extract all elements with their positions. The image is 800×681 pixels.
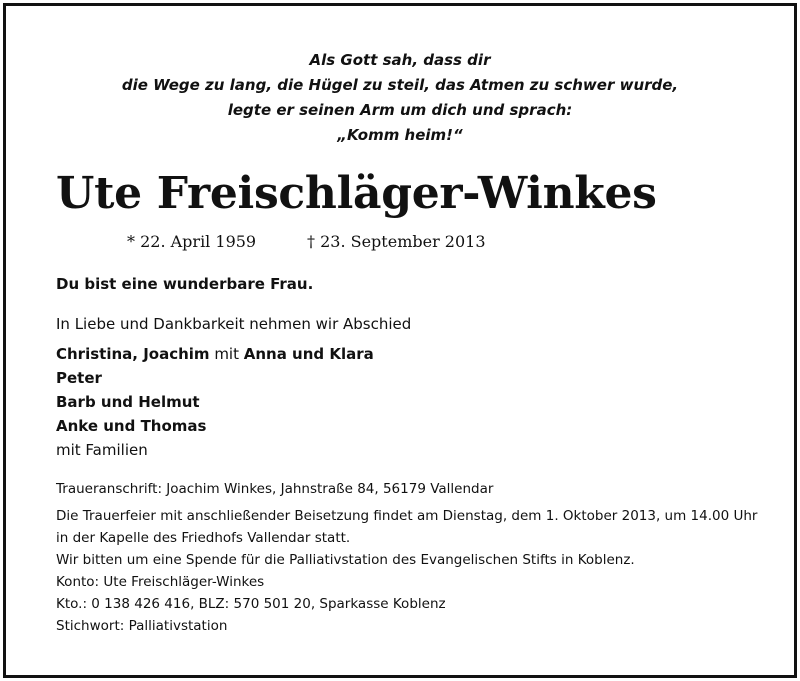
poem-line: „Komm heim!“ xyxy=(337,126,463,144)
mourners-list xyxy=(56,342,374,462)
farewell-text: In Liebe und Dankbarkeit nehmen wir Abschied xyxy=(56,315,412,333)
details-line: Konto: Ute Freischläger-Winkes xyxy=(56,574,265,590)
mourners-line: mit Familien xyxy=(56,441,148,459)
poem-line: Als Gott sah, dass dir xyxy=(309,51,491,69)
deceased-name: Ute Freischläger-Winkes xyxy=(56,168,657,219)
poem xyxy=(0,48,800,148)
mourners-line: Barb und Helmut xyxy=(56,393,200,411)
details-line: Wir bitten um eine Spende für die Palliativstation des Evangelischen Stifts in Koblenz. xyxy=(56,552,635,568)
poem-line: legte er seinen Arm um dich und sprach: xyxy=(227,101,573,119)
mourning-address: Traueranschrift: Joachim Winkes, Jahnstraße 84, 56179 Vallendar xyxy=(56,481,494,497)
funeral-details xyxy=(56,505,757,637)
details-line: Stichwort: Palliativstation xyxy=(56,618,228,634)
details-line: in der Kapelle des Friedhofs Vallendar statt. xyxy=(56,530,351,546)
death-date: † 23. September 2013 xyxy=(307,232,486,251)
details-line: Die Trauerfeier mit anschließender Beisetzung findet am Dienstag, dem 1. Oktober 2013, um 14.00 Uhr xyxy=(56,508,758,524)
details-line: Kto.: 0 138 426 416, BLZ: 570 501 20, Sparkasse Koblenz xyxy=(56,596,446,612)
mourners-connector: mit xyxy=(209,345,244,363)
poem-line: die Wege zu lang, die Hügel zu steil, das Atmen zu schwer wurde, xyxy=(121,76,679,94)
mourners-line: Peter xyxy=(56,369,102,387)
mourners-names: Christina, Joachim xyxy=(56,345,210,363)
mourners-children: Anna und Klara xyxy=(243,345,374,363)
birth-date: * 22. April 1959 xyxy=(127,232,257,251)
mourners-line: Anke und Thomas xyxy=(56,417,207,435)
tagline: Du bist eine wunderbare Frau. xyxy=(56,275,314,293)
mourners-line xyxy=(56,342,374,366)
